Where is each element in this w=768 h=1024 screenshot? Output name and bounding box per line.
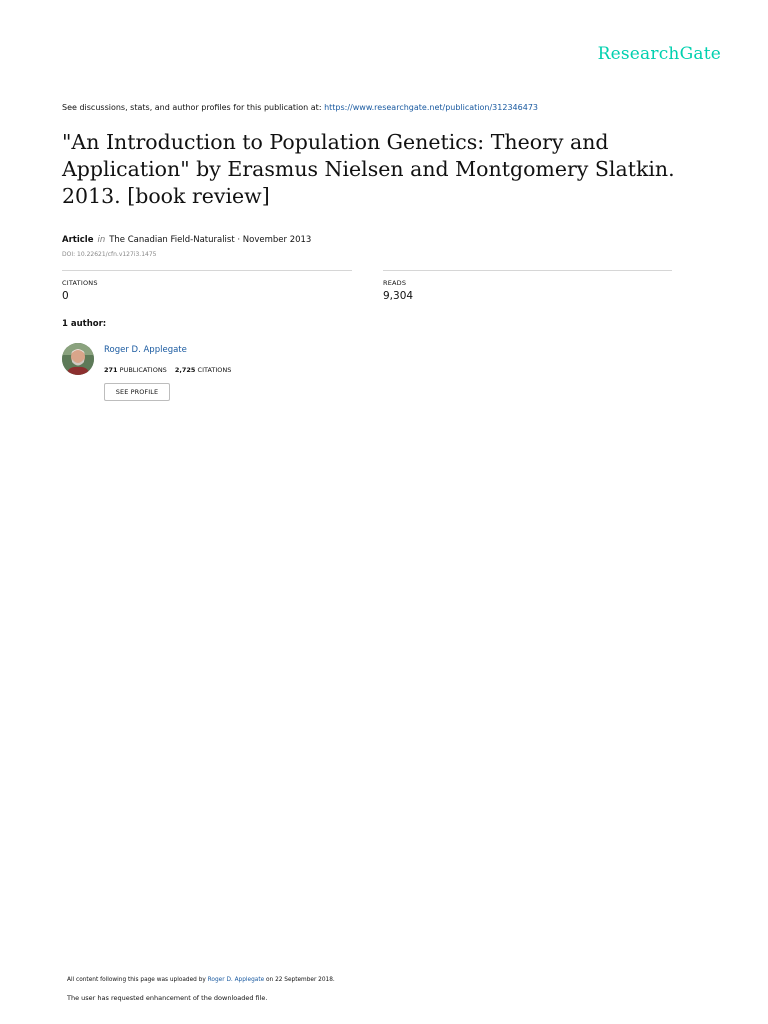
reads-label: READS (383, 279, 407, 287)
authors-heading: 1 author: (62, 319, 107, 329)
enhancement-note: The user has requested enhancement of the downloaded file. (67, 994, 268, 1002)
divider-reads (383, 270, 672, 271)
publication-title: "An Introduction to Population Genetics: Theory and Application" by Erasmus Nielsen and Montgomery Slatkin. 2013. [book review] (62, 130, 675, 208)
citations-value: 0 (62, 290, 69, 302)
discussion-text: See discussions, stats, and author profiles for this publication at: (62, 103, 325, 112)
author-stats (104, 366, 231, 374)
divider-citations (62, 270, 352, 271)
author-photo-icon (62, 343, 94, 375)
publications-label: PUBLICATIONS (119, 366, 167, 374)
doi: DOI: 10.22621/cfn.v127i3.1475 (62, 251, 157, 258)
researchgate-logo[interactable]: ResearchGate (597, 44, 721, 64)
journal-date: The Canadian Field-Naturalist · November 2013 (109, 235, 312, 245)
author-citations-label: CITATIONS (197, 366, 232, 374)
publications-count: 271 (104, 366, 118, 374)
publication-meta (62, 235, 311, 245)
see-profile-button[interactable]: SEE PROFILE (104, 383, 170, 401)
upload-note-prefix: All content following this page was uploaded by (67, 977, 208, 983)
author-avatar[interactable] (62, 343, 94, 375)
publication-type: Article (62, 235, 94, 245)
in-label: in (97, 235, 106, 245)
reads-value: 9,304 (383, 290, 414, 302)
discussion-note (62, 103, 538, 112)
upload-note (67, 977, 335, 983)
publication-link[interactable]: https://www.researchgate.net/publication/312346473 (324, 103, 538, 112)
citations-label: CITATIONS (62, 279, 98, 287)
author-name-link[interactable]: Roger D. Applegate (104, 345, 187, 355)
upload-note-suffix: on 22 September 2018. (264, 977, 335, 983)
author-citations-count: 2,725 (174, 366, 196, 374)
uploader-link[interactable]: Roger D. Applegate (207, 977, 265, 983)
